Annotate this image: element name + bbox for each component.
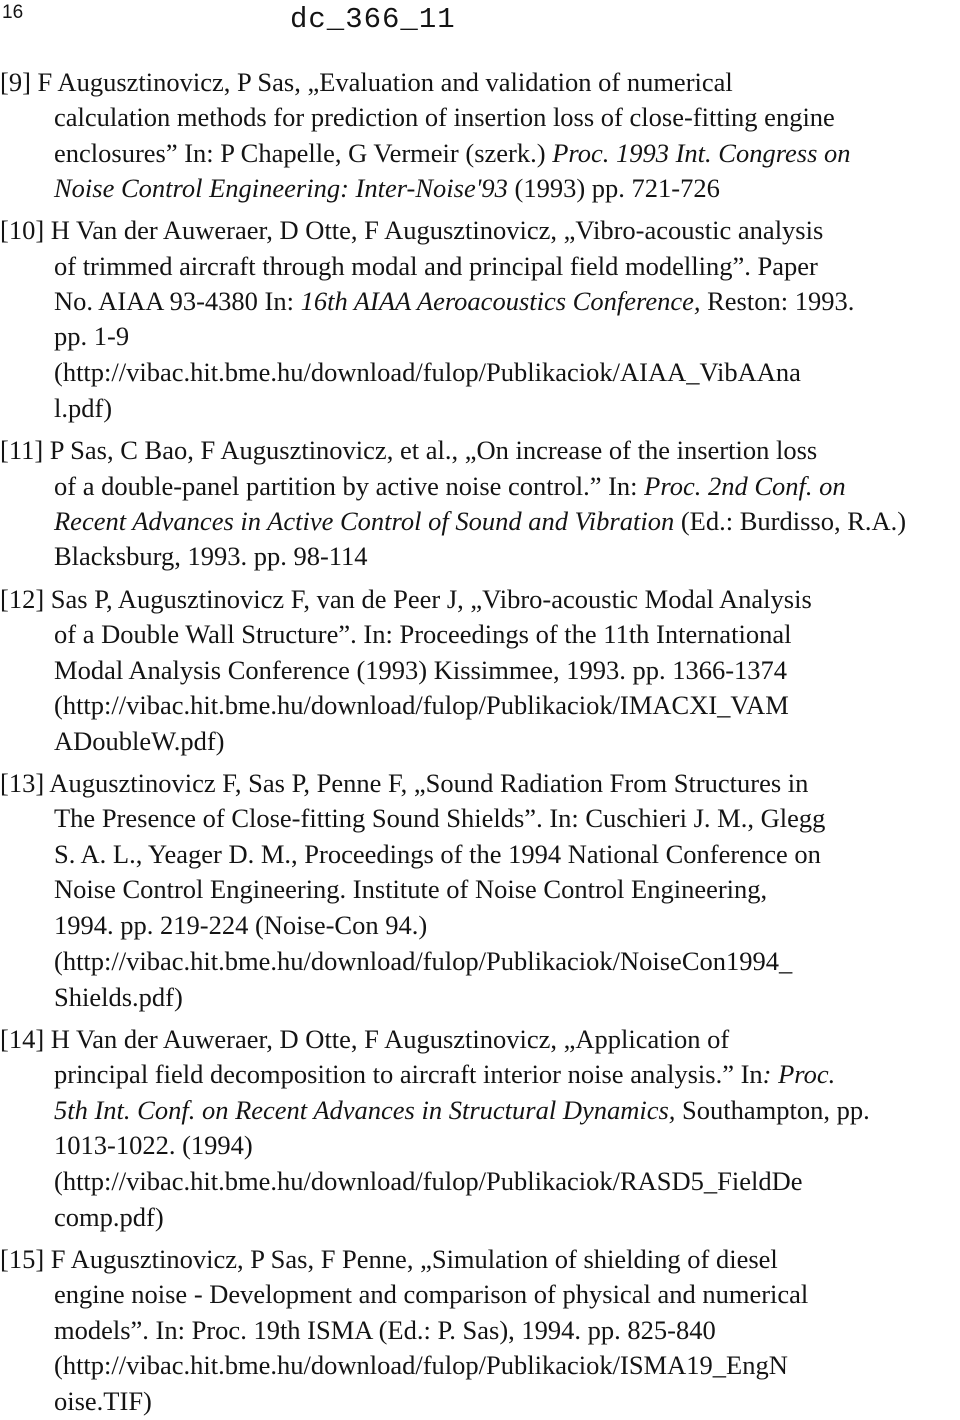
reference-9-line — [54, 173, 720, 203]
italic-text: Recent Advances in Active Control of Sound and Vibration — [54, 506, 675, 536]
text-segment: of a Double Wall Structure”. In: Proceedings of the 11th International — [54, 619, 792, 649]
reference-11-line — [54, 541, 368, 571]
reference-15-line — [54, 1279, 808, 1309]
reference-12-line — [54, 655, 787, 685]
text-segment: [11] P Sas, C Bao, F Augusztinovicz, et al., „On increase of the insertion loss — [0, 435, 818, 465]
reference-15-line — [54, 1350, 788, 1380]
text-segment: (http://vibac.hit.bme.hu/download/fulop/Publikaciok/NoiseCon1994_ — [54, 946, 793, 976]
reference-11-first-line — [0, 435, 817, 465]
reference-12-first-line — [0, 584, 812, 614]
italic-text: Proc. 2nd Conf. on — [644, 471, 846, 501]
reference-12-line — [54, 690, 789, 720]
text-segment: S. A. L., Yeager D. M., Proceedings of the 1994 National Conference on — [54, 839, 821, 869]
reference-10-line — [54, 393, 112, 423]
text-segment: [14] H Van der Auweraer, D Otte, F Augusztinovicz, „Application of — [0, 1024, 730, 1054]
reference-11-line — [54, 471, 846, 501]
reference-13-line — [54, 839, 821, 869]
reference-12-line — [54, 726, 225, 756]
text-segment: ADoubleW.pdf) — [54, 726, 225, 756]
italic-text: 5th Int. Conf. on Recent Advances in Structural Dynamics, — [54, 1095, 676, 1125]
italic-text: : Proc. — [762, 1059, 836, 1089]
reference-9-line — [54, 102, 835, 132]
reference-13-line — [54, 803, 825, 833]
text-segment: [9] F Augusztinovicz, P Sas, „Evaluation and validation of numerical — [0, 67, 733, 97]
text-segment: (http://vibac.hit.bme.hu/download/fulop/Publikaciok/ISMA19_EngN — [54, 1350, 788, 1380]
text-segment: 1013-1022. (1994) — [54, 1130, 253, 1160]
reference-14-line — [54, 1202, 164, 1232]
text-segment: (http://vibac.hit.bme.hu/download/fulop/Publikaciok/AIAA_VibAAna — [54, 357, 801, 387]
reference-10-first-line — [0, 215, 823, 245]
reference-14-first-line — [0, 1024, 729, 1054]
text-segment: of a double-panel partition by active noise control.” In: — [54, 471, 645, 501]
reference-13-line — [54, 982, 183, 1012]
reference-14-line — [54, 1095, 870, 1125]
italic-text: Proc. 1993 Int. Congress on — [552, 138, 851, 168]
reference-10-line — [54, 251, 818, 281]
reference-11-line — [54, 506, 906, 536]
reference-9-line — [54, 138, 851, 168]
text-segment: oise.TIF) — [54, 1386, 152, 1416]
reference-14-line — [54, 1130, 253, 1160]
text-segment: Southampton, pp. — [675, 1095, 870, 1125]
reference-15-first-line — [0, 1244, 778, 1274]
reference-13-first-line — [0, 768, 808, 798]
text-segment: Modal Analysis Conference (1993) Kissimmee, 1993. pp. 1366-1374 — [54, 655, 788, 685]
reference-12-line — [54, 619, 791, 649]
text-segment: pp. 1-9 — [54, 321, 130, 351]
reference-10-line — [54, 357, 801, 387]
text-segment: calculation methods for prediction of insertion loss of close-fitting engine — [54, 102, 835, 132]
text-segment: [10] H Van der Auweraer, D Otte, F Augusztinovicz, „Vibro-acoustic analysis — [0, 215, 824, 245]
document-id: dc_366_11 — [290, 3, 456, 36]
text-segment: Blacksburg, 1993. pp. 98-114 — [54, 541, 368, 571]
text-segment: Reston: 1993. — [700, 286, 855, 316]
text-segment: models”. In: Proc. 19th ISMA (Ed.: P. Sas), 1994. pp. 825-840 — [54, 1315, 716, 1345]
text-segment: comp.pdf) — [54, 1202, 164, 1232]
text-segment: (http://vibac.hit.bme.hu/download/fulop/Publikaciok/IMACXI_VAM — [54, 690, 789, 720]
reference-10-line — [54, 286, 854, 316]
text-segment: (1993) pp. 721-726 — [507, 173, 720, 203]
text-segment: [15] F Augusztinovicz, P Sas, F Penne, „Simulation of shielding of diesel — [0, 1244, 778, 1274]
text-segment: (Ed.: Burdisso, R.A.) — [674, 506, 907, 536]
text-segment: Shields.pdf) — [54, 982, 183, 1012]
reference-13-line — [54, 874, 767, 904]
page-number: 16 — [2, 2, 24, 23]
reference-13-line — [54, 910, 427, 940]
reference-15-line — [54, 1315, 716, 1345]
text-segment: (http://vibac.hit.bme.hu/download/fulop/Publikaciok/RASD5_FieldDe — [54, 1166, 803, 1196]
text-segment: l.pdf) — [54, 393, 113, 423]
reference-14-line — [54, 1059, 835, 1089]
reference-14-line — [54, 1166, 803, 1196]
italic-text: Noise Control Engineering: Inter-Noise'93 — [54, 173, 508, 203]
text-segment: principal field decomposition to aircraft interior noise analysis.” In — [54, 1059, 763, 1089]
text-segment: The Presence of Close-fitting Sound Shields”. In: Cuschieri J. M., Glegg — [54, 803, 826, 833]
italic-text: 16th AIAA Aeroacoustics Conference, — [300, 286, 701, 316]
text-segment: Noise Control Engineering. Institute of Noise Control Engineering, — [54, 874, 768, 904]
text-segment: 1994. pp. 219-224 (Noise-Con 94.) — [54, 910, 428, 940]
text-segment: engine noise - Development and comparison of physical and numerical — [54, 1279, 809, 1309]
reference-10-line — [54, 321, 129, 351]
text-segment: of trimmed aircraft through modal and principal field modelling”. Paper — [54, 251, 818, 281]
reference-13-line — [54, 946, 792, 976]
text-segment: [13] Augusztinovicz F, Sas P, Penne F, „Sound Radiation From Structures in — [0, 768, 809, 798]
reference-9-first-line — [0, 67, 733, 97]
text-segment: enclosures” In: P Chapelle, G Vermeir (szerk.) — [54, 138, 553, 168]
text-segment: No. AIAA 93-4380 In: — [54, 286, 301, 316]
text-segment: [12] Sas P, Augusztinovicz F, van de Peer J, „Vibro-acoustic Modal Analysis — [0, 584, 812, 614]
reference-15-line — [54, 1386, 152, 1416]
